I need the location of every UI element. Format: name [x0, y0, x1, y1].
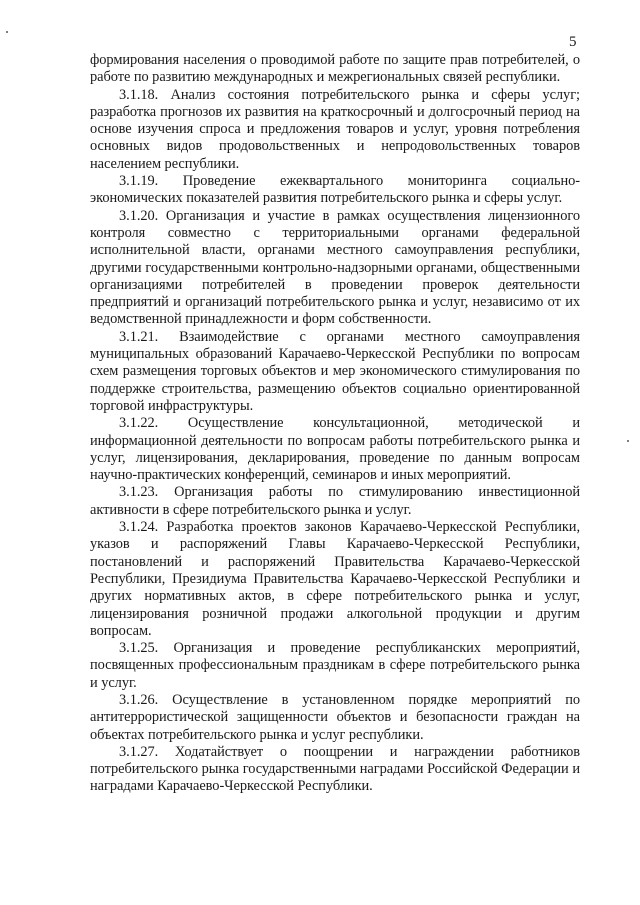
paragraph-3-1-23: 3.1.23. Организация работы по стимулированию инвестиционной активности в сфере потребительского рынка и услуг.	[90, 484, 580, 518]
scan-speck	[6, 31, 8, 33]
paragraph-3-1-26: 3.1.26. Осуществление в установленном порядке мероприятий по антитеррористической защищенности объектов и безопасности граждан на объектах потребительского рынка и услуг республики.	[90, 691, 580, 743]
document-body	[90, 52, 580, 796]
paragraph-3-1-22: 3.1.22. Осуществление консультационной, методической и информационной деятельности по вопросам работы потребительского рынка и услуг, лицензирования, декларирования, проведение по данным вопросам научно-практических конференций, семинаров и иных мероприятий.	[90, 415, 580, 484]
paragraph-3-1-18: 3.1.18. Анализ состояния потребительского рынка и сферы услуг; разработка прогнозов их развития на краткосрочный и долгосрочный период на основе изучения спроса и предложения товаров и услуг, уровня потребления основных видов продовольственных и непродовольственных товаров населением республики.	[90, 86, 580, 172]
paragraph-continuation: формирования населения о проводимой работе по защите прав потребителей, о работе по развитию международных и межрегиональных связей республики.	[90, 52, 580, 86]
paragraph-3-1-21: 3.1.21. Взаимодействие с органами местного самоуправления муниципальных образований Карачаево-Черкесской Республики по вопросам схем размещения торговых объектов и мер экономического стимулирования по поддержке строительства, размещению объектов социально ориентированной торговой инфраструктуры.	[90, 328, 580, 414]
page-number: 5	[569, 34, 577, 50]
paragraph-3-1-24: 3.1.24. Разработка проектов законов Карачаево-Черкесской Республики, указов и распоряжений Главы Карачаево-Черкесской Республики, постановлений и распоряжений Правительства Карачаево-Черкесской Республики, Президиума Правительства Карачаево-Черкесской Республики и других нормативных актов, в сфере потребительского рынка и услуг, лицензирования розничной продажи алкогольной продукции и другим вопросам.	[90, 519, 580, 639]
paragraph-3-1-27: 3.1.27. Ходатайствует о поощрении и награждении работников потребительского рынка государственными наградами Российской Федерации и наградами Карачаево-Черкесской Республики.	[90, 743, 580, 795]
paragraph-3-1-19: 3.1.19. Проведение ежеквартального мониторинга социально-экономических показателей развития потребительского рынка и сферы услуг.	[90, 173, 580, 207]
paragraph-3-1-25: 3.1.25. Организация и проведение республиканских мероприятий, посвященных профессиональным праздникам в сфере потребительского рынка и услуг.	[90, 640, 580, 691]
paragraph-3-1-20: 3.1.20. Организация и участие в рамках осуществления лицензионного контроля совместно с территориальными органами федеральной исполнительной власти, органами местного самоуправления республики, другими государственными контрольно-надзорными органами, общественными организациями потребителей в проведении проверок деятельности предприятий и организаций потребительского рынка и услуг, независимо от их ведомственной принадлежности и форм собственности.	[90, 207, 580, 328]
scan-speck	[627, 440, 629, 442]
